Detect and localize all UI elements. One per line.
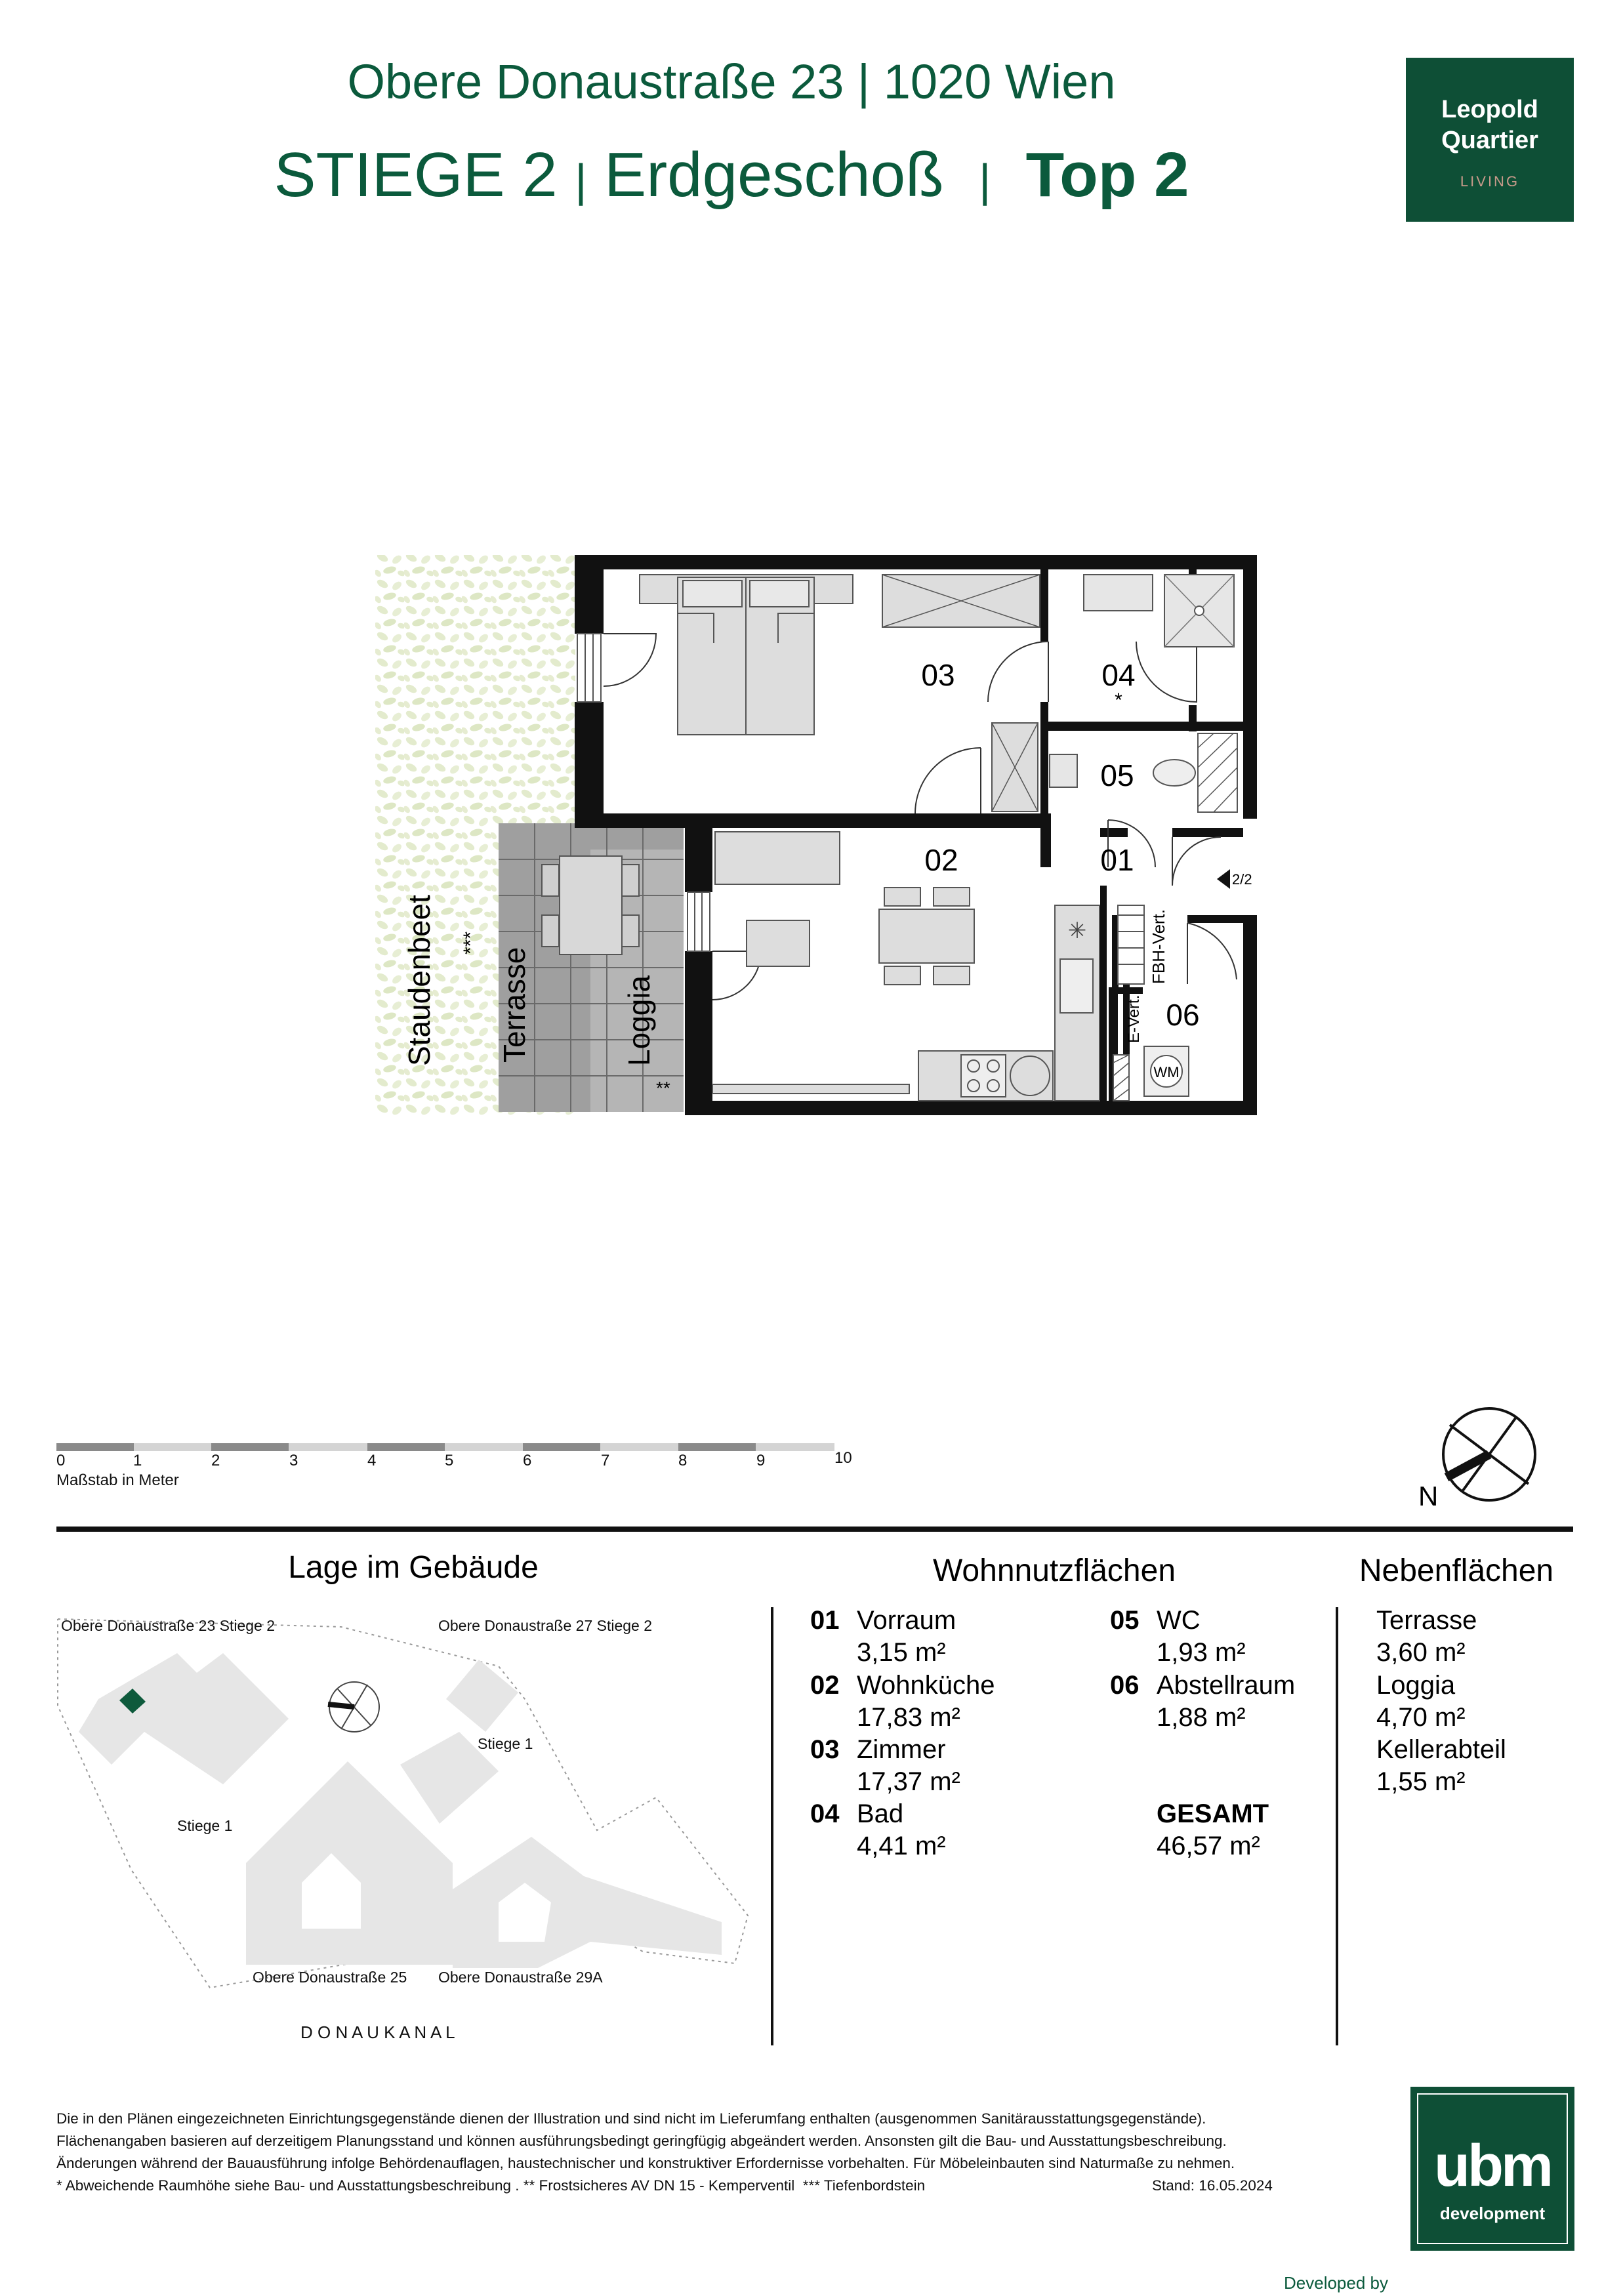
room-nr: 06 <box>1110 1671 1140 1700</box>
sideboard <box>712 1084 909 1094</box>
room-name: Zimmer <box>857 1735 946 1764</box>
sink <box>1060 959 1093 1013</box>
logo-line-1: Leopold <box>1441 96 1538 123</box>
stair-label: 2/2 <box>1232 871 1252 888</box>
ubm-logo-sub: development <box>1439 2204 1546 2223</box>
room-name: Vorraum <box>857 1606 956 1635</box>
site-map <box>58 1619 748 1988</box>
room-04-label: 04 <box>1101 658 1136 692</box>
neben-name: Loggia <box>1376 1671 1456 1700</box>
room-nr: 05 <box>1110 1606 1140 1635</box>
scale-tick: 9 <box>756 1452 766 1469</box>
neben-name: Terrasse <box>1376 1606 1477 1635</box>
sofa <box>715 832 840 884</box>
section-divider <box>56 1527 1573 1532</box>
terrace-table <box>560 856 622 954</box>
developed-by-label: Developed by <box>1284 2273 1388 2293</box>
address-title: Obere Donaustraße 23 | 1020 Wien <box>347 54 1116 109</box>
lage-title: Lage im Gebäude <box>288 1550 539 1585</box>
pillow <box>750 581 809 607</box>
fbh-label: FBH-Vert. <box>1149 909 1168 984</box>
room-nr: 03 <box>810 1735 840 1764</box>
room-area: 17,83 m² <box>857 1703 960 1732</box>
scale-tick: 1 <box>133 1452 142 1469</box>
cooktop <box>961 1055 1006 1097</box>
logo-line-2: Quartier <box>1441 127 1538 154</box>
dining-chair <box>934 888 970 906</box>
scale-bar <box>56 1443 834 1451</box>
wm-label: WM <box>1153 1064 1180 1080</box>
coffee-table <box>747 920 810 966</box>
loggia-label: Loggia <box>622 975 656 1066</box>
kemperventil-marker: ** <box>656 1078 670 1098</box>
stair-arrow-icon <box>1217 869 1230 889</box>
fridge-icon: ✳ <box>1067 918 1087 943</box>
site-label-f: Obere Donaustraße 29A <box>438 1969 603 1986</box>
washbasin <box>1084 575 1153 611</box>
scale-tick: 10 <box>834 1449 852 1467</box>
room-06-label: 06 <box>1166 998 1200 1032</box>
e-vert-label: E-Vert. <box>1125 994 1143 1043</box>
disclaimer-line: Die in den Plänen eingezeichneten Einrichtungsgegenstände dienen der Illustration und sind nicht im Lieferumfang enthalten (ausgenommen Sanitärausstattungsgegenstände). <box>56 2110 1206 2127</box>
terrace-chair <box>542 915 559 947</box>
site-label-g: D O N A U K A N A L <box>300 2022 455 2042</box>
scale-tick: 5 <box>445 1452 454 1469</box>
site-label-e: Obere Donaustraße 25 <box>253 1969 407 1986</box>
neben-area: 1,55 m² <box>1376 1767 1466 1796</box>
ubm-logo-text: ubm <box>1434 2133 1551 2199</box>
room-name: Abstellraum <box>1157 1671 1296 1700</box>
room-03-label: 03 <box>921 658 955 692</box>
dining-chair <box>884 966 920 985</box>
room-name: Wohnküche <box>857 1671 995 1700</box>
terrasse-label: Terrasse <box>497 947 531 1063</box>
room-nr: 04 <box>810 1799 840 1828</box>
scale-tick: 3 <box>289 1452 298 1469</box>
neben-area: 3,60 m² <box>1376 1638 1466 1667</box>
scale-tick: 4 <box>367 1452 377 1469</box>
toilet <box>1153 760 1195 786</box>
stiege-label: STIEGE 2 <box>274 140 558 210</box>
ubm-development-logo <box>1410 2087 1574 2251</box>
disclaimer <box>56 2108 1303 2197</box>
wohnnutzflaechen-title: Wohnnutzflächen <box>932 1553 1176 1588</box>
column-divider <box>771 1607 773 2045</box>
scale-tick: 7 <box>601 1452 610 1469</box>
site-label-c: Stiege 1 <box>478 1735 533 1752</box>
disclaimer-line: Änderungen während der Bauausführung infolge Behördenauflagen, haustechnischer und konstruktiver Erfordernisse vorbehalten. Für Möbeleinbauten sind Naturmaße zu nehmen. <box>56 2155 1235 2171</box>
title-separator: | <box>979 155 991 206</box>
stand-date: Stand: 16.05.2024 <box>1152 2177 1273 2194</box>
terrace-chair <box>542 865 559 896</box>
room-name: WC <box>1157 1606 1201 1635</box>
room-name: Bad <box>857 1799 904 1828</box>
room-nr: 01 <box>810 1606 840 1635</box>
room-area: 3,15 m² <box>857 1638 946 1667</box>
room-area: 1,88 m² <box>1157 1703 1246 1732</box>
wc-handbasin <box>1050 754 1077 787</box>
room-01-label: 01 <box>1100 843 1134 877</box>
north-label: N <box>1418 1481 1439 1511</box>
north-arrow-icon <box>1443 1408 1535 1500</box>
column-divider <box>1336 1607 1338 2045</box>
total-label: GESAMT <box>1157 1799 1269 1828</box>
tiefenbordstein-marker: *** <box>460 931 482 954</box>
room-area: 1,93 m² <box>1157 1638 1246 1667</box>
room-nr: 02 <box>810 1671 840 1700</box>
disclaimer-line: Flächenangaben basieren auf derzeitigem Planungsstand und können ausführungsbedingt geringfügig abgeändert werden. Ansonsten gilt die Bau- und Ausstattungsbeschreibung. <box>56 2133 1227 2149</box>
site-label-a: Obere Donaustraße 23 Stiege 2 <box>61 1617 276 1634</box>
nebenflaechen-title: Nebenflächen <box>1359 1553 1554 1588</box>
room-area: 4,41 m² <box>857 1832 946 1860</box>
bad-marker: * <box>1115 689 1122 711</box>
scale-tick: 0 <box>56 1452 66 1469</box>
neben-name: Kellerabteil <box>1376 1735 1506 1764</box>
neben-area: 4,70 m² <box>1376 1703 1466 1732</box>
dining-chair <box>934 966 970 985</box>
scale-tick: 8 <box>678 1452 688 1469</box>
scale-label: Maßstab in Meter <box>56 1471 179 1489</box>
staudenbeet-label: Staudenbeet <box>402 895 436 1066</box>
neben-area-list <box>1376 1606 1506 1796</box>
scale-tick: 2 <box>211 1452 220 1469</box>
logo-line-3: LIVING <box>1460 173 1520 190</box>
dining-table <box>879 909 974 963</box>
room-area: 17,37 m² <box>857 1767 960 1796</box>
pillow <box>683 581 742 607</box>
top-label: Top 2 <box>1025 140 1189 210</box>
terrace-chair <box>622 915 639 947</box>
terrace-chair <box>622 865 639 896</box>
room-02-label: 02 <box>924 843 958 877</box>
floor-label: Erdgeschoß <box>604 140 944 210</box>
room-area-list <box>810 1606 1295 1860</box>
title-separator: | <box>575 155 587 206</box>
room-05-label: 05 <box>1100 758 1134 792</box>
scale-tick: 6 <box>523 1452 532 1469</box>
total-area: 46,57 m² <box>1157 1832 1260 1860</box>
disclaimer-line: * Abweichende Raumhöhe siehe Bau- und Ausstattungsbeschreibung . ** Frostsicheres AV DN 15 - Kemperventil *** Tiefenbordstein <box>56 2177 926 2194</box>
site-label-b: Obere Donaustraße 27 Stiege 2 <box>438 1617 653 1634</box>
dining-chair <box>884 888 920 906</box>
site-label-d: Stiege 1 <box>177 1817 233 1834</box>
fbh-distributor <box>1118 905 1144 984</box>
